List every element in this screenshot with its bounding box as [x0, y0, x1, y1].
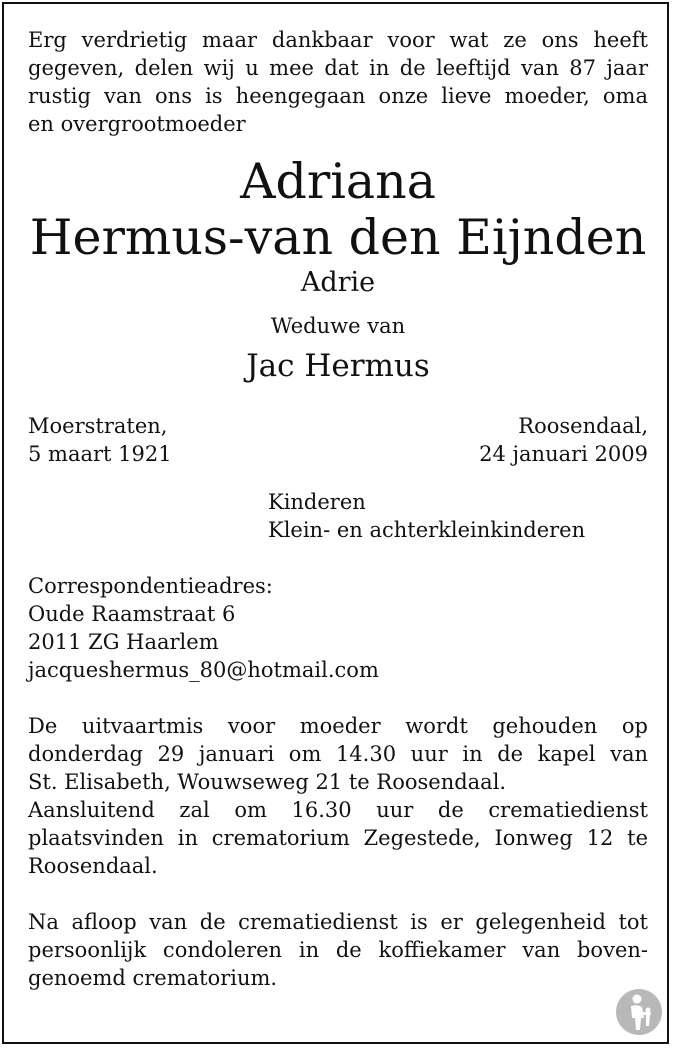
birth-info — [28, 412, 172, 468]
service-paragraph — [28, 712, 648, 880]
condolence-line: persoonlijk condoleren in de koffiekamer van boven- — [28, 938, 648, 962]
death-date: 24 januari 2009 — [479, 442, 648, 466]
birth-date: 5 maart 1921 — [28, 442, 172, 466]
family-line: Klein- en achterkleinkinderen — [268, 518, 586, 542]
intro-line: Erg verdrietig maar dankbaar voor wat ze ons heeft — [28, 28, 648, 52]
deceased-nickname: Adrie — [300, 267, 376, 298]
service-line: St. Elisabeth, Wouwseweg 21 te Roosendaal. — [28, 770, 507, 794]
death-place: Roosendaal, — [518, 414, 648, 438]
person-with-child-icon — [615, 988, 663, 1036]
intro-line: rustig van ons is heengegaan onze lieve moeder, oma — [28, 84, 648, 108]
service-line: donderdag 29 januari om 14.30 uur in de kapel van — [28, 742, 648, 766]
birth-death-row — [28, 412, 648, 468]
obituary-announcement — [28, 26, 648, 992]
intro-paragraph — [28, 26, 648, 138]
deceased-first-name: Adriana — [240, 153, 436, 210]
deceased-full-name: Hermus-van den Eijnden — [29, 209, 647, 266]
widow-label: Weduwe van — [270, 314, 406, 338]
service-line: plaatsvinden in crematorium Zegestede, Ionweg 12 te — [28, 826, 648, 850]
family-list — [268, 488, 648, 544]
deceased-name-block — [28, 154, 648, 386]
correspondence-line: 2011 ZG Haarlem — [28, 630, 219, 654]
family-line: Kinderen — [268, 490, 366, 514]
death-info — [479, 412, 648, 468]
correspondence-line: Oude Raamstraat 6 — [28, 602, 236, 626]
correspondence-line: Correspondentieadres: — [28, 574, 273, 598]
intro-line: gegeven, delen wij u mee dat in de leeftijd van 87 jaar — [28, 56, 648, 80]
correspondence-address — [28, 572, 648, 684]
service-line: Roosendaal. — [28, 854, 158, 878]
birth-place: Moerstraten, — [28, 414, 168, 438]
service-line: De uitvaartmis voor moeder wordt gehouden op — [28, 714, 648, 738]
intro-line: en overgrootmoeder — [28, 112, 246, 136]
condolence-paragraph — [28, 908, 648, 992]
condolence-line: Na afloop van de crematiedienst is er gelegenheid tot — [28, 910, 648, 934]
condolence-line: genoemd crematorium. — [28, 966, 278, 990]
correspondence-email[interactable]: jacqueshermus_80@hotmail.com — [28, 658, 379, 682]
service-line: Aansluitend zal om 16.30 uur de crematiedienst — [28, 798, 648, 822]
spouse-name: Jac Hermus — [246, 348, 430, 384]
